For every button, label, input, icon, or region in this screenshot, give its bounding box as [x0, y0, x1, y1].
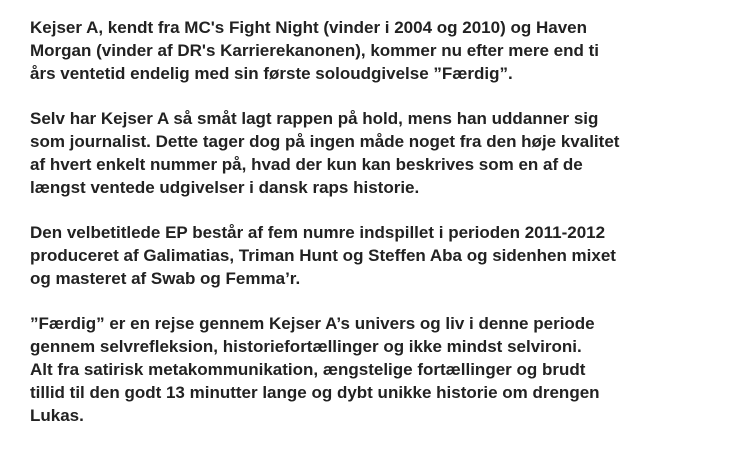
paragraph-description: [30, 312, 730, 427]
text-line: tillid til den godt 13 minutter lange og dybt unikke historie om drengen: [30, 383, 600, 402]
paragraph-journalism: [30, 107, 730, 199]
text-line: ”Færdig” er en rejse gennem Kejser A’s univers og liv i denne periode: [30, 314, 595, 333]
text-line: og masteret af Swab og Femma’r.: [30, 269, 301, 288]
text-line: Selv har Kejser A så småt lagt rappen på hold, mens han uddanner sig: [30, 109, 599, 128]
paragraph-intro: [30, 16, 730, 85]
text-line: gennem selvrefleksion, historiefortællinger og ikke mindst selvironi.: [30, 337, 582, 356]
text-line: som journalist. Dette tager dog på ingen måde noget fra den høje kvalitet: [30, 132, 620, 151]
text-line: Den velbetitlede EP består af fem numre indspillet i perioden 2011-2012: [30, 223, 606, 242]
text-line: længst ventede udgivelser i dansk raps historie.: [30, 178, 420, 197]
document-body: [30, 16, 730, 449]
text-line: års ventetid endelig med sin første soloudgivelse ”Færdig”.: [30, 64, 513, 83]
text-line: af hvert enkelt nummer på, hvad der kun kan beskrives som en af de: [30, 155, 583, 174]
text-line: Alt fra satirisk metakommunikation, ængstelige fortællinger og brudt: [30, 360, 586, 379]
text-line: Kejser A, kendt fra MC's Fight Night (vinder i 2004 og 2010) og Haven: [30, 18, 587, 37]
text-line: produceret af Galimatias, Triman Hunt og Steffen Aba og sidenhen mixet: [30, 246, 616, 265]
text-line: Lukas.: [30, 406, 84, 425]
paragraph-ep-details: [30, 221, 730, 290]
text-line: Morgan (vinder af DR's Karrierekanonen), kommer nu efter mere end ti: [30, 41, 599, 60]
